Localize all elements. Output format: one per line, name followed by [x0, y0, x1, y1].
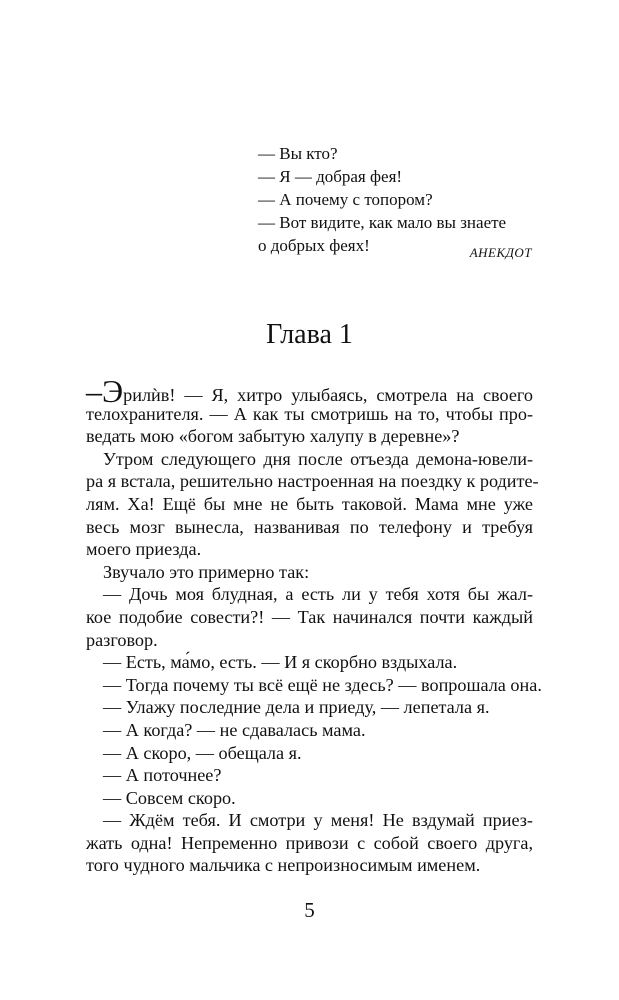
chapter-body	[86, 373, 542, 877]
body-line: ведать мою «богом забытую халупу в деревне»?	[86, 426, 460, 447]
body-line: ра я встала, решительно настроенная на поездку к родите-	[86, 471, 539, 492]
body-line: телохранителя. — А как ты смотришь на то, чтобы про-	[86, 403, 533, 424]
epigraph	[258, 142, 548, 257]
body-line: жать одна! Непременно привози с собой своего друга,	[86, 832, 533, 853]
body-line: — Тогда почему ты всё ещё не здесь? — вопрошала она.	[103, 674, 542, 695]
body-line: того чудного мальчика с непроизносимым именем.	[86, 855, 481, 876]
body-line: — А поточнее?	[103, 765, 222, 786]
epigraph-line: о добрых феях!	[258, 236, 370, 255]
body-line: Звучало это примерно так:	[103, 561, 310, 582]
body-line-text: рилѝв! — Я, хитро улыбаясь, смотрела на своего	[123, 385, 533, 405]
body-line: — А когда? — не сдавалась мама.	[103, 719, 366, 740]
epigraph-source: АНЕКДОТ	[469, 245, 532, 260]
body-line: Утром следующего дня после отъезда демона-ювели-	[103, 448, 533, 469]
chapter-title: Глава 1	[266, 319, 353, 350]
epigraph-line: — Вы кто?	[258, 144, 338, 163]
body-line: — Ждём тебя. И смотри у меня! Не вздумай приез-	[103, 810, 533, 831]
body-line: кое подобие совести?! — Так начинался почти каждый	[86, 606, 533, 627]
body-line: — Улажу последние дела и приеду, — лепетала я.	[103, 697, 490, 718]
epigraph-line: — Я — добрая фея!	[258, 167, 403, 186]
page-number: 5	[304, 898, 315, 922]
epigraph-line: — А почему с топором?	[258, 190, 433, 209]
body-line	[86, 373, 533, 409]
body-line: лям. Ха! Ещё бы мне не быть таковой. Мама мне уже	[86, 493, 533, 514]
drop-cap: –Э	[86, 373, 124, 409]
body-line: — Есть, ма́мо, есть. — И я скорбно вздыхала.	[103, 652, 458, 673]
body-line: — Совсем скоро.	[103, 787, 236, 808]
body-line: моего приезда.	[86, 539, 202, 560]
epigraph-line: — Вот видите, как мало вы знаете	[258, 213, 507, 232]
body-line: весь мозг вынесла, названивая по телефону и требуя	[86, 516, 533, 537]
body-line: — А скоро, — обещала я.	[103, 742, 302, 763]
body-line: разговор.	[86, 629, 158, 650]
body-line: — Дочь моя блудная, а есть ли у тебя хотя бы жал-	[103, 584, 533, 605]
